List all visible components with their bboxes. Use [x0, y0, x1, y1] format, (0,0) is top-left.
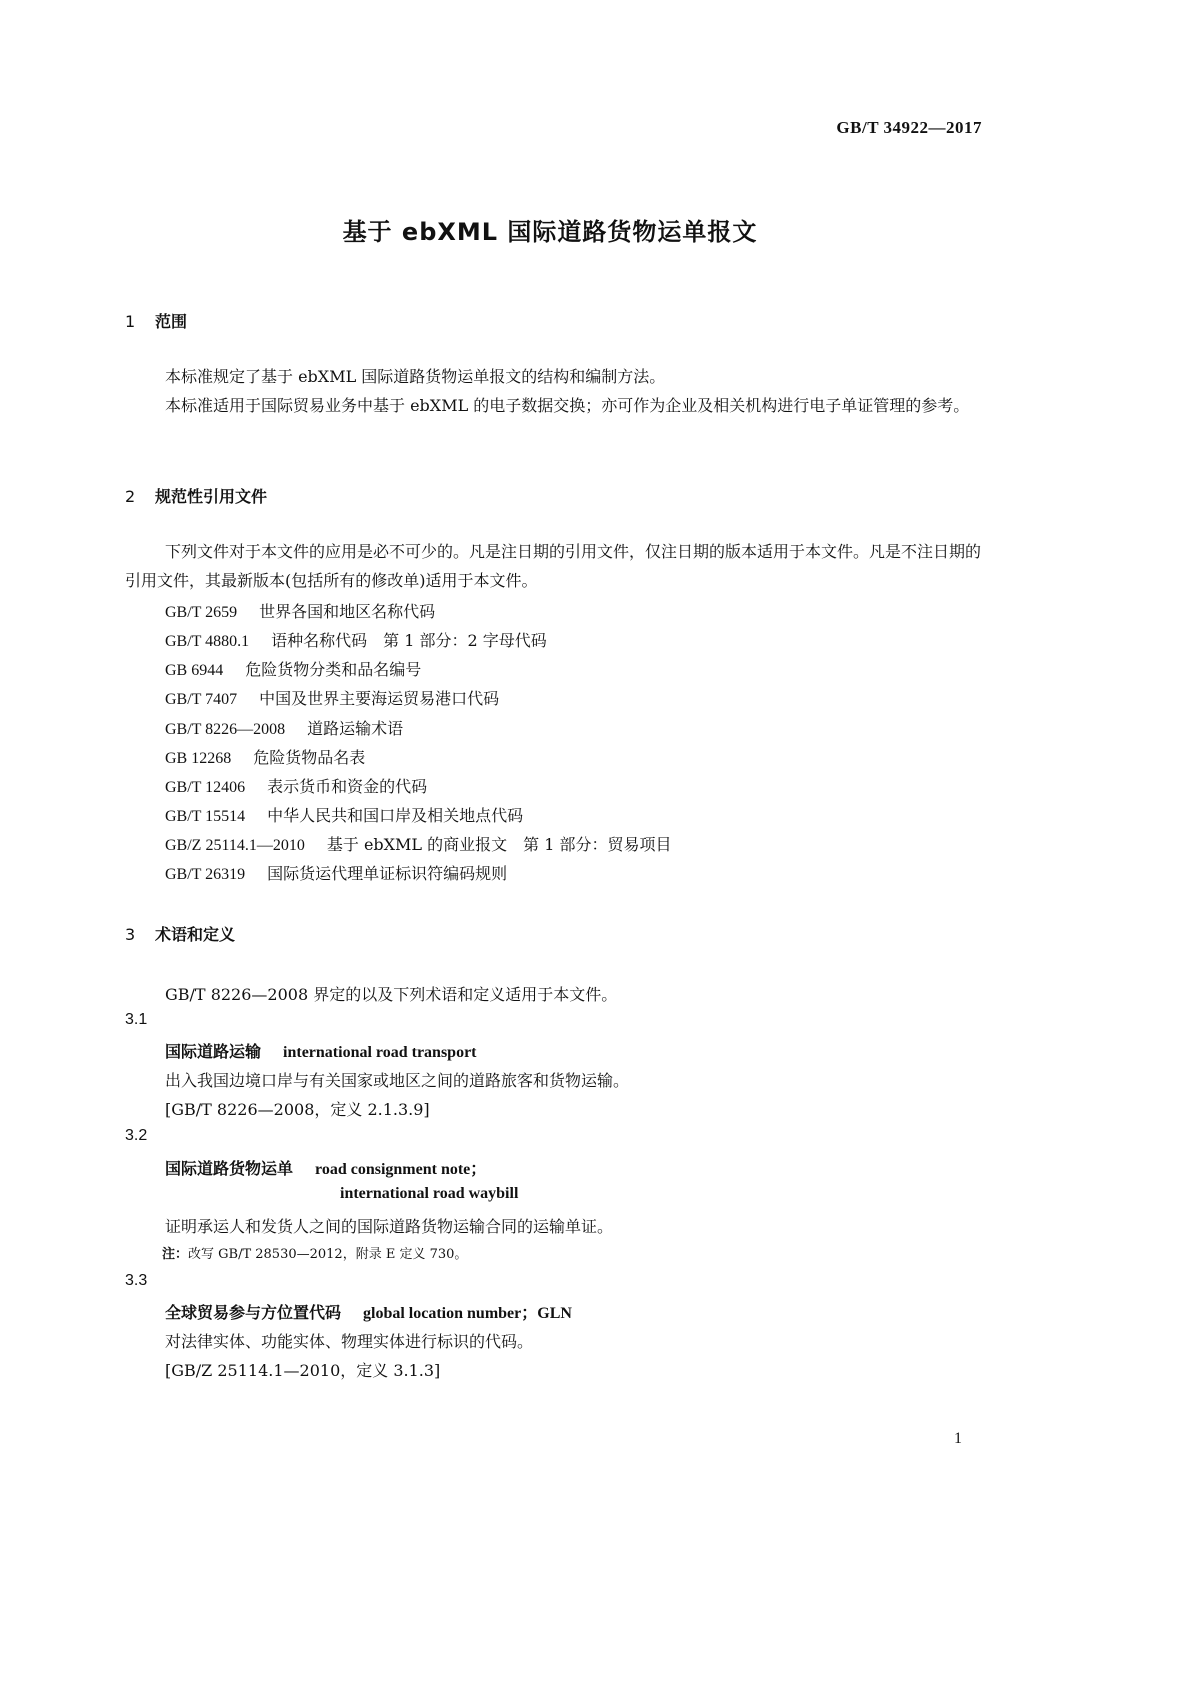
- reference-item: [165, 861, 507, 884]
- term-zh: 全球贸易参与方位置代码: [165, 1303, 342, 1322]
- reference-title: 中华人民共和国口岸及相关地点代码: [267, 806, 524, 825]
- reference-code: GB/T 8226—2008: [165, 721, 286, 738]
- section-2-heading: [125, 484, 267, 507]
- standard-code: GB/T 34922—2017: [836, 118, 982, 137]
- reference-title: 世界各国和地区名称代码: [259, 602, 436, 621]
- term-en: international road transport: [283, 1044, 477, 1061]
- term-en-alternate: international road waybill: [340, 1185, 519, 1202]
- page-number: 1: [954, 1430, 962, 1447]
- reference-item: [165, 832, 672, 855]
- section-1-paragraph: 本标准规定了基于 ebXML 国际道路货物运单报文的结构和编制方法。: [165, 367, 666, 386]
- term-definition: 出入我国边境口岸与有关国家或地区之间的道路旅客和货物运输。: [165, 1071, 630, 1090]
- reference-code: GB/T 15514: [165, 808, 246, 825]
- reference-code: GB/T 7407: [165, 691, 238, 708]
- term-en: road consignment note；: [315, 1161, 487, 1178]
- reference-title: 中国及世界主要海运贸易港口代码: [259, 689, 500, 708]
- reference-title: 道路运输术语: [307, 719, 404, 738]
- reference-code: GB/T 2659: [165, 604, 238, 621]
- section-number: 3: [125, 925, 136, 944]
- term-source: [GB/Z 25114.1—2010，定义 3.1.3]: [165, 1361, 441, 1380]
- term-number: 3.3: [125, 1272, 148, 1289]
- reference-title: 国际货运代理单证标识符编码规则: [267, 864, 508, 883]
- reference-code: GB/T 12406: [165, 779, 246, 796]
- reference-code: GB/Z 25114.1—2010: [165, 837, 305, 854]
- term-heading: [165, 1039, 477, 1062]
- reference-code: GB/T 26319: [165, 866, 246, 883]
- section-3-intro: GB/T 8226—2008 界定的以及下列术语和定义适用于本文件。: [165, 985, 618, 1004]
- section-number: 2: [125, 487, 136, 506]
- term-number: 3.1: [125, 1011, 148, 1028]
- reference-title: 语种名称代码 第 1 部分：2 字母代码: [271, 631, 547, 650]
- section-2-intro: 下列文件对于本文件的应用是必不可少的。凡是注日期的引用文件，仅注日期的版本适用于本文件。凡是不注日期的引用文件，其最新版本(包括所有的修改单)适用于本文件。: [125, 542, 982, 590]
- term-number: 3.2: [125, 1127, 148, 1144]
- reference-item: [165, 686, 499, 709]
- section-title: 范围: [155, 312, 188, 331]
- reference-item: [165, 657, 421, 680]
- section-number: 1: [125, 312, 136, 331]
- section-title: 术语和定义: [155, 925, 236, 944]
- section-1-paragraph: 本标准适用于国际贸易业务中基于 ebXML 的电子数据交换；亦可作为企业及相关机构进行电子单证管理的参考。: [165, 396, 970, 415]
- term-note: [162, 1243, 467, 1262]
- reference-title: 表示货币和资金的代码: [267, 777, 428, 796]
- reference-item: [165, 599, 435, 622]
- reference-title: 危险货物分类和品名编号: [245, 660, 422, 679]
- note-label: 注：: [162, 1247, 189, 1262]
- document-title: 基于 ebXML 国际道路货物运单报文: [342, 218, 758, 246]
- term-definition: 证明承运人和发货人之间的国际道路货物运输合同的运输单证。: [165, 1217, 614, 1236]
- section-1-heading: [125, 309, 187, 332]
- section-title: 规范性引用文件: [155, 487, 268, 506]
- reference-item: [165, 774, 427, 797]
- reference-code: GB/T 4880.1: [165, 633, 250, 650]
- section-3-heading: [125, 922, 235, 945]
- term-definition: 对法律实体、功能实体、物理实体进行标识的代码。: [165, 1332, 534, 1351]
- term-zh: 国际道路货物运单: [165, 1159, 294, 1178]
- note-text: 改写 GB/T 28530—2012，附录 E 定义 730。: [188, 1247, 468, 1262]
- reference-code: GB 6944: [165, 662, 224, 679]
- reference-code: GB 12268: [165, 750, 232, 767]
- term-source: [GB/T 8226—2008，定义 2.1.3.9]: [165, 1100, 430, 1119]
- reference-item: [165, 745, 365, 768]
- term-zh: 国际道路运输: [165, 1042, 262, 1061]
- term-en: global location number；GLN: [363, 1305, 572, 1322]
- reference-item: [165, 628, 547, 651]
- reference-item: [165, 803, 523, 826]
- reference-title: 危险货物品名表: [253, 748, 366, 767]
- term-heading: [165, 1300, 572, 1323]
- reference-title: 基于 ebXML 的商业报文 第 1 部分：贸易项目: [326, 835, 672, 854]
- reference-item: [165, 716, 403, 739]
- term-heading: [165, 1156, 486, 1179]
